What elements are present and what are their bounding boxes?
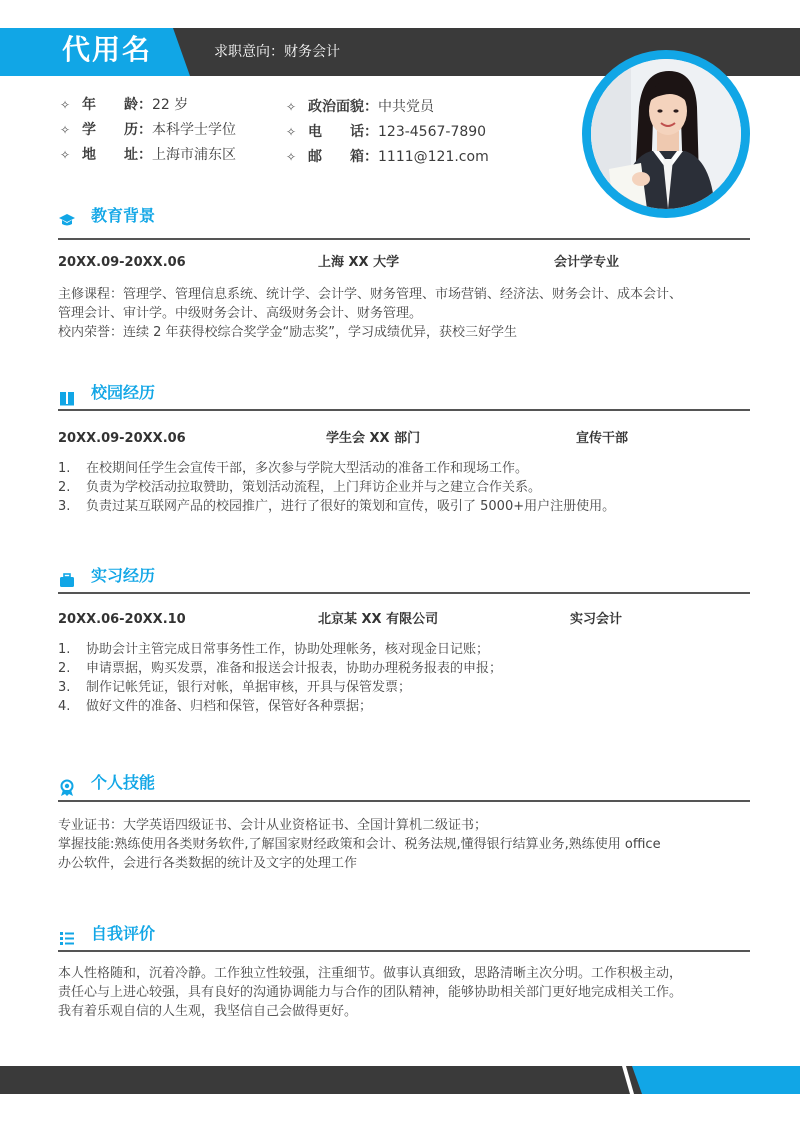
section-title-skills: 个人技能: [91, 773, 156, 792]
list-item: 2. 申请票据，购买发票，准备和报送会计报表，协助办理税务报表的申报；: [58, 661, 503, 676]
section-title-internship: 实习经历: [91, 566, 156, 585]
section-divider: [58, 409, 750, 411]
campus-org: 学生会 XX 部门: [326, 431, 421, 446]
internship-company: 北京某 XX 有限公司: [318, 612, 439, 627]
list-icon: [58, 929, 76, 947]
campus-role: 宣传干部: [576, 431, 629, 446]
list-item: 1. 在校期间任学生会宣传干部，多次参与学院大型活动的准备工作和现场工作。: [58, 461, 529, 476]
footer-accent: [632, 1066, 800, 1094]
award-icon: [58, 779, 76, 797]
info-left: [60, 94, 236, 166]
info-right: [286, 96, 489, 168]
candidate-name: 代用名: [62, 33, 153, 66]
info-address: ✧ 地 址：上海市浦东区: [60, 144, 236, 166]
list-item: 1. 协助会计主管完成日常事务性工作，协助处理帐务，核对现金日记账；: [58, 642, 490, 657]
campus-list: [58, 459, 615, 516]
book-icon: [58, 389, 76, 407]
info-age: ✧ 年 龄：22 岁: [60, 94, 236, 116]
list-item: 3. 负责过某互联网产品的校园推广，进行了很好的策划和宣传，吸引了 5000+用户注册使用。: [58, 499, 616, 514]
diamond-icon: ✧: [60, 123, 71, 137]
evaluation-details: 本人性格随和，沉着冷静。工作独立性较强，注重细节。做事认真细致，思路清晰主次分明。工作积极主动， 责任心与上进心较强，具有良好的沟通协调能力与合作的团队精神，能够协助相关部门更好地完成相关工作。 我有着乐观自信的人生观，我坚信自己会做得更好。: [58, 966, 683, 1019]
diamond-icon: ✧: [286, 150, 297, 164]
diamond-icon: ✧: [286, 100, 297, 114]
section-title-education: 教育背景: [91, 206, 156, 225]
internship-role: 实习会计: [570, 612, 623, 627]
education-details: 主修课程：管理学、管理信息系统、统计学、会计学、财务管理、市场营销、经济法、财务会计、成本会计、 管理会计、审计学。中级财务会计、高级财务会计、财务管理。 校内荣誉：连续 2 年获得校综合奖学金“励志奖”，学习成绩优异，获校三好学生: [58, 287, 683, 340]
skills-details: 专业证书：大学英语四级证书、会计从业资格证书、全国计算机二级证书； 掌握技能:熟练使用各类财务软件,了解国家财经政策和会计、税务法规,懂得银行结算业务,熟练使用 office 办公软件，会进行各类数据的统计及文字的处理工作: [58, 818, 661, 871]
info-email: ✧ 邮 箱：1111@121.com: [286, 146, 489, 168]
section-divider: [58, 950, 750, 952]
section-title-campus: 校园经历: [91, 383, 156, 402]
list-item: 2. 负责为学校活动拉取赞助，策划活动流程，上门拜访企业并与之建立合作关系。: [58, 480, 542, 495]
education-date: 20XX.09-20XX.06: [58, 255, 186, 270]
education-major: 会计学专业: [554, 255, 620, 270]
briefcase-icon: [58, 571, 76, 589]
internship-date: 20XX.06-20XX.10: [58, 612, 186, 627]
section-title-evaluation: 自我评价: [91, 924, 156, 943]
campus-date: 20XX.09-20XX.06: [58, 431, 186, 446]
list-item: 4. 做好文件的准备、归档和保管，保管好各种票据；: [58, 699, 373, 714]
section-divider: [58, 592, 750, 594]
list-item: 3. 制作记帐凭证，银行对帐，单据审核，开具与保管发票；: [58, 680, 412, 695]
diamond-icon: ✧: [286, 125, 297, 139]
info-education: ✧ 学 历：本科学士学位: [60, 119, 236, 141]
diamond-icon: ✧: [60, 98, 71, 112]
graduation-cap-icon: [58, 211, 76, 229]
diamond-icon: ✧: [60, 148, 71, 162]
job-intent: 求职意向：财务会计: [214, 44, 340, 60]
info-politics: ✧ 政治面貌：中共党员: [286, 96, 489, 118]
section-divider: [58, 800, 750, 802]
section-divider: [58, 238, 750, 240]
profile-photo: [591, 59, 741, 209]
internship-list: [58, 640, 502, 716]
education-school: 上海 XX 大学: [318, 255, 400, 270]
info-phone: ✧ 电 话：123-4567-7890: [286, 121, 489, 143]
